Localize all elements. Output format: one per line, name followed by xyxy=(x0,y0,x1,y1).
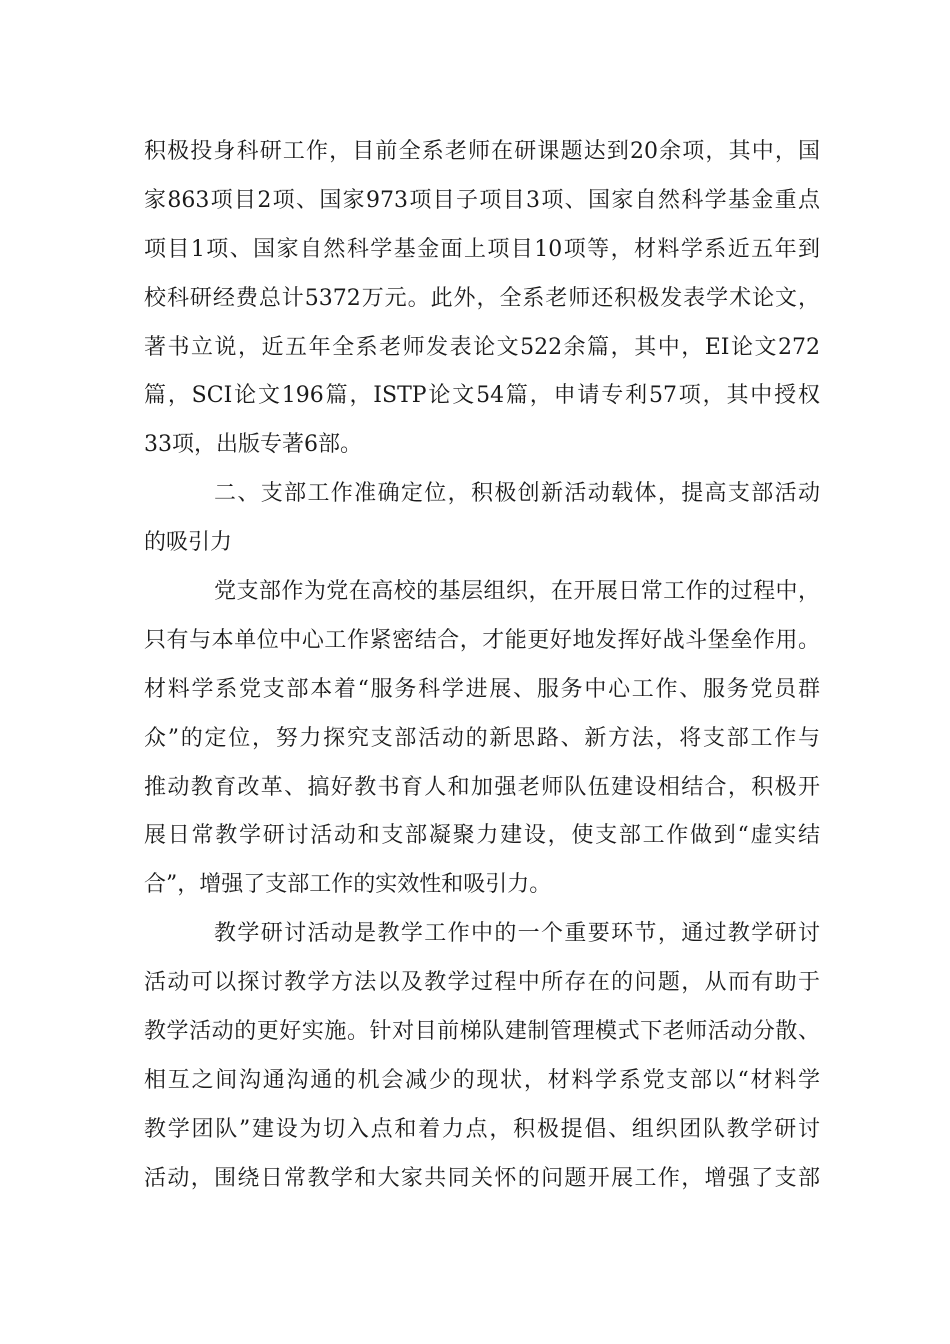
text-line: 活动可以探讨教学方法以及教学过程中所存在的问题，从而有助于 xyxy=(144,970,820,996)
text-line: 著书立说，近五年全系老师发表论文522余篇，其中，EI论文272 xyxy=(144,334,820,360)
text-line: 积极投身科研工作，目前全系老师在研课题达到20余项，其中，国 xyxy=(144,139,820,164)
section-heading-line: 二、支部工作准确定位，积极创新活动载体，提高支部活动 xyxy=(214,481,820,507)
text-line: 篇，SCI论文196篇，ISTP论文54篇，申请专利57项，其中授权 xyxy=(144,383,820,409)
section-heading-line: 的吸引力 xyxy=(144,530,233,556)
text-line: 教学研讨活动是教学工作中的一个重要环节，通过教学研讨 xyxy=(214,921,820,947)
text-line: 33项，出版专著6部。 xyxy=(144,432,362,458)
text-line: 项目1项、国家自然科学基金面上项目10项等，材料学系近五年到 xyxy=(144,236,820,262)
text-line: 党支部作为党在高校的基层组织，在开展日常工作的过程中， xyxy=(214,579,820,605)
text-line: 家863项目2项、国家973项目子项目3项、国家自然科学基金重点 xyxy=(144,187,820,213)
text-line: 合”，增强了支部工作的实效性和吸引力。 xyxy=(144,872,552,898)
text-line: 只有与本单位中心工作紧密结合，才能更好地发挥好战斗堡垒作用。 xyxy=(144,627,820,653)
text-line: 教学团队”建设为切入点和着力点，积极提倡、组织团队教学研讨 xyxy=(144,1116,820,1142)
text-line: 展日常教学研讨活动和支部凝聚力建设，使支部工作做到“虚实结 xyxy=(144,823,820,849)
text-line: 校科研经费总计5372万元。此外，全系老师还积极发表学术论文， xyxy=(144,285,820,311)
text-line: 推动教育改革、搞好教书育人和加强老师队伍建设相结合，积极开 xyxy=(144,774,820,800)
text-line: 材料学系党支部本着“服务科学进展、服务中心工作、服务党员群 xyxy=(144,676,820,702)
text-line: 教学活动的更好实施。针对目前梯队建制管理模式下老师活动分散、 xyxy=(144,1019,820,1045)
text-line: 活动，围绕日常教学和大家共同关怀的问题开展工作，增强了支部 xyxy=(144,1165,820,1191)
text-line: 众”的定位，努力探究支部活动的新思路、新方法，将支部工作与 xyxy=(144,725,820,751)
document-body xyxy=(144,128,820,1204)
text-line: 相互之间沟通沟通的机会减少的现状，材料学系党支部以“材料学 xyxy=(144,1067,820,1093)
